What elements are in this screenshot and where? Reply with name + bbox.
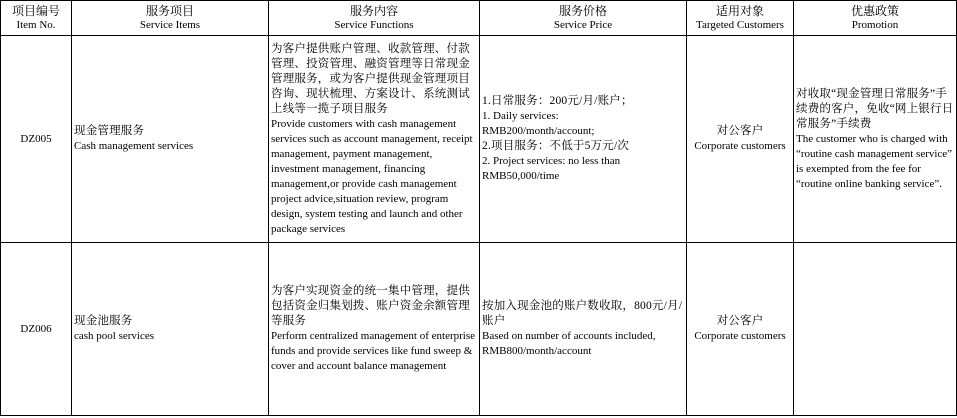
price-line: RMB50,000/time [482,170,560,182]
price-line: 2.项目服务：不低于5万元/次 [482,140,630,152]
price-line: Based on number of accounts included, [482,330,656,342]
promotion-cell [794,243,957,416]
promotion-en: The customer who is charged with “routine cash management service” is exempted from the fee for “routine online banking service”. [796,132,953,190]
header-service-price [480,1,687,36]
header-promotion-zh: 优惠政策 [850,4,899,18]
service-item-zh: 现金池服务 [74,315,133,327]
header-service-price-en: Service Price [553,19,613,31]
service-item-zh: 现金管理服务 [74,125,145,137]
service-functions-cell [269,36,480,243]
price-line: 1.日常服务：200元/月/账户； [482,95,633,107]
header-service-items-en: Service Items [139,19,201,31]
service-item-cell [72,36,269,243]
service-functions-cell [269,243,480,416]
service-item-en: cash pool services [74,330,155,342]
header-service-price-zh: 服务价格 [558,4,607,18]
header-item-no-zh: 项目编号 [11,4,60,18]
header-promotion [794,1,957,36]
header-targeted-customers-en: Targeted Customers [696,19,784,31]
targeted-customers-zh: 对公客户 [716,315,764,327]
header-item-no-en: Item No. [16,19,56,31]
header-targeted-customers-zh: 适用对象 [715,4,764,18]
header-targeted-customers [687,1,794,36]
header-item-no [1,1,72,36]
service-item-cell [72,243,269,416]
price-line: 2. Project services: no less than [482,155,621,167]
service-functions-en: Perform centralized management of enterprise funds and provide services like fund sweep & cover and account balance management [271,330,476,372]
targeted-customers-cell [687,243,794,416]
service-functions-en: Provide customers with cash management services such as account management, receipt management, payment management, investment management, financing management,or provide cash management project advice,situation review, program design, system testing and launch and other package services [271,117,473,235]
header-service-items [72,1,269,36]
item-no-cell: DZ005 [1,36,72,243]
promotion-zh: 对收取“现金管理日常服务”手续费的客户，免收“网上银行日常服务”手续费 [796,87,954,130]
item-no-cell: DZ006 [1,243,72,416]
promotion-cell [794,36,957,243]
service-functions-zh: 为客户提供账户管理、收款管理、付款管理、投资管理、融资管理等日常现金管理服务，或为客户提供现金管理项目咨询、现状梳理、方案设计、系统测试上线等一揽子项目服务 [271,42,470,115]
service-functions-zh: 为客户实现资金的统一集中管理，提供包括资金归集划拨、账户资金余额管理等服务 [271,285,470,327]
table-row [1,36,957,243]
header-service-items-zh: 服务项目 [145,4,194,18]
table-row [1,243,957,416]
service-item-en: Cash management services [74,140,194,152]
header-promotion-en: Promotion [851,19,899,31]
price-line: RMB200/month/account; [482,125,595,137]
header-service-functions-en: Service Functions [334,19,414,31]
service-price-cell [480,243,687,416]
header-service-functions [269,1,480,36]
header-service-functions-zh: 服务内容 [349,4,398,18]
price-line: 按加入现金池的账户数收取，800元/月/账户 [482,300,683,327]
targeted-customers-cell [687,36,794,243]
price-line: RMB800/month/account [482,345,592,357]
targeted-customers-en: Corporate customers [694,140,786,152]
targeted-customers-en: Corporate customers [694,330,786,342]
targeted-customers-zh: 对公客户 [716,125,764,137]
service-price-cell [480,36,687,243]
price-line: 1. Daily services: [482,110,559,122]
header-row [1,1,957,36]
